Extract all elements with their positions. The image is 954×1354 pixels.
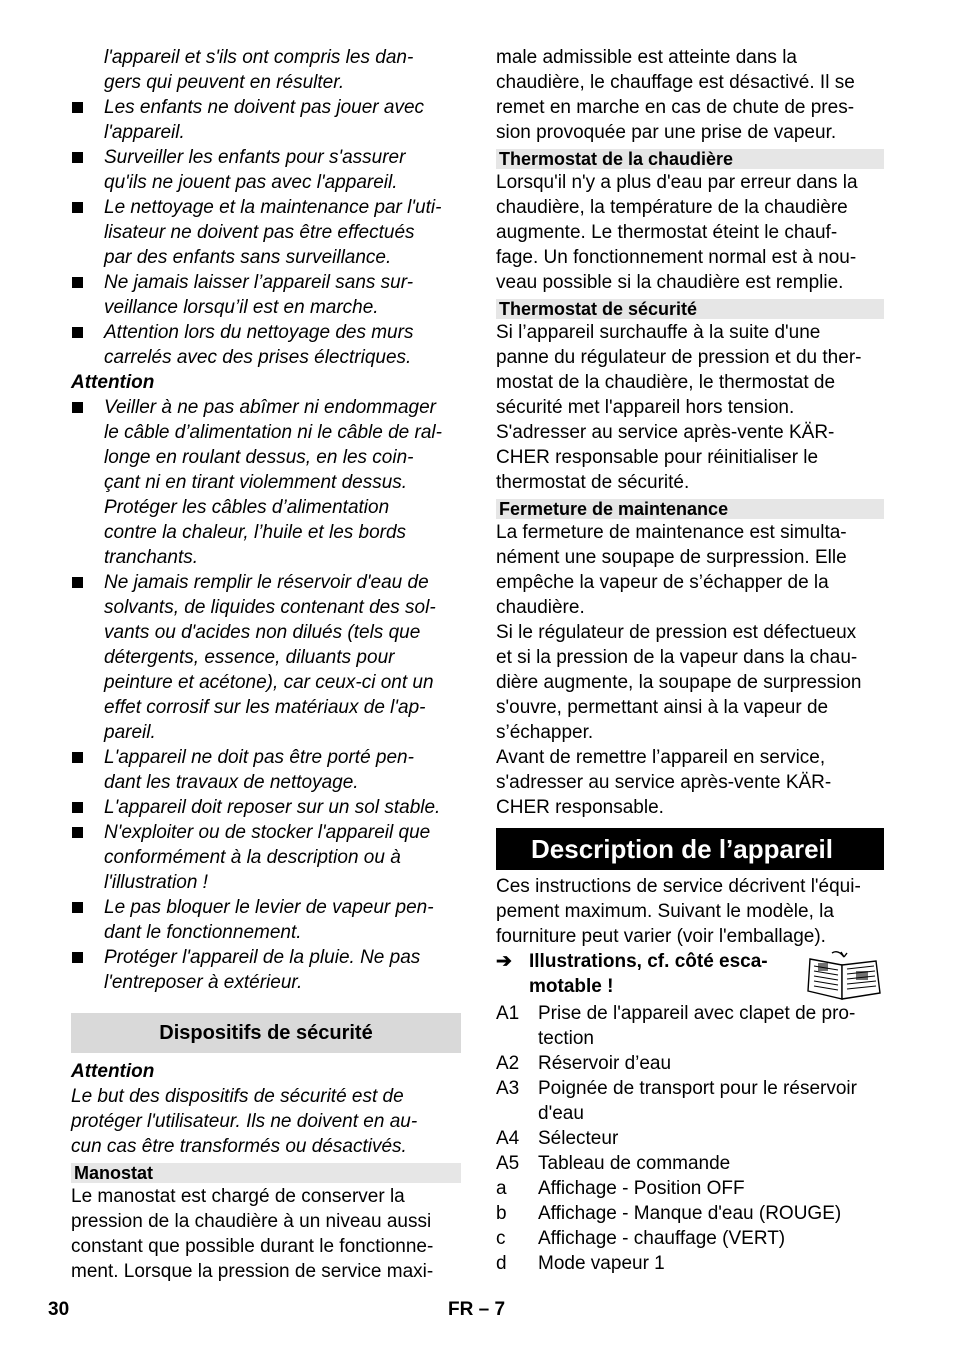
bullet-square-icon	[72, 752, 83, 763]
text-line: dière augmente, la soupape de surpression	[496, 672, 862, 693]
text-line: mostat de la chaudière, le thermostat de	[496, 372, 836, 393]
safety-attention-text	[71, 1084, 461, 1159]
text-line: L'appareil doit reposer sur un sol stable.	[104, 797, 441, 818]
page-reference: FR – 7	[448, 1299, 506, 1320]
text-line: L'appareil ne doit pas être porté pen-	[104, 747, 414, 768]
boiler-thermostat-text	[496, 170, 884, 295]
text-line: s'ouvre, permettant ainsi à la vapeur de	[496, 697, 829, 718]
list-item	[496, 1076, 884, 1126]
bullet-square-icon	[72, 277, 83, 288]
boiler-thermostat-heading: Thermostat de la chaudière	[496, 149, 884, 169]
text-line: gers qui peuvent en résulter.	[104, 72, 345, 93]
text-line: dant le fonctionnement.	[104, 922, 302, 943]
text-line: CHER responsable pour réinitialiser le	[496, 447, 819, 468]
text-line: fage. Un fonctionnement normal est à nou-	[496, 247, 857, 268]
text-line: Protéger l'appareil de la pluie. Ne pas	[104, 947, 421, 968]
bullet-item	[71, 320, 461, 370]
text-line: détergents, essence, diluants pour	[104, 647, 395, 668]
bullet-square-icon	[72, 327, 83, 338]
text-line: tection	[538, 1028, 594, 1049]
bullet-item	[71, 270, 461, 320]
text-line: Protéger les câbles d’alimentation	[104, 497, 390, 518]
bullet-list-general	[71, 45, 461, 370]
text-line: N'exploiter ou de stocker l'appareil que	[104, 822, 431, 843]
text-line: peinture et acétone), car ceux-ci ont un	[104, 672, 434, 693]
bullet-item	[71, 45, 461, 95]
text-line: conformément à la description ou à	[104, 847, 401, 868]
bullet-list-attention	[71, 395, 461, 995]
text-line: l'appareil et s'ils ont compris les dan-	[104, 47, 414, 68]
safety-thermostat-heading: Thermostat de sécurité	[496, 299, 884, 319]
text-line: fourniture peut varier (voir l'emballage).	[496, 926, 826, 947]
arrow-right-icon: ➔	[496, 951, 512, 972]
manostat-text-continued	[496, 45, 884, 145]
text-line: La fermeture de maintenance est simulta-	[496, 522, 847, 543]
text-line: çant ni en tirant violemment dessus.	[104, 472, 408, 493]
text-line: et si la pression de la vapeur dans la chau-	[496, 647, 858, 668]
text-line: effet corrosif sur les matériaux de l'ap-	[104, 697, 426, 718]
text-line: Réservoir d’eau	[538, 1053, 672, 1074]
bullet-item	[71, 820, 461, 895]
text-line: qu'ils ne jouent pas avec l'appareil.	[104, 172, 398, 193]
text-line: Ne jamais remplir le réservoir d'eau de	[104, 572, 429, 593]
bullet-square-icon	[72, 202, 83, 213]
text-line: sécurité met l'appareil hors tension.	[496, 397, 795, 418]
bullet-item	[71, 570, 461, 745]
list-item-key: b	[496, 1203, 507, 1224]
text-line: l'appareil.	[104, 122, 185, 143]
text-line: pareil.	[104, 722, 156, 743]
text-line: motable !	[529, 976, 614, 997]
text-line: d'eau	[538, 1103, 584, 1124]
list-item	[496, 1051, 884, 1076]
text-line: s'adresser au service après-vente KÄR-	[496, 772, 832, 793]
list-item-key: a	[496, 1178, 507, 1199]
text-line: cun cas être transformés ou désactivés.	[71, 1136, 407, 1157]
list-item	[496, 1201, 884, 1226]
text-line: Surveiller les enfants pour s'assurer	[104, 147, 406, 168]
list-item	[496, 1251, 884, 1276]
text-line: Si le régulateur de pression est défectueux	[496, 622, 857, 643]
bullet-square-icon	[72, 577, 83, 588]
text-line: Avant de remettre l’appareil en service,	[496, 747, 826, 768]
bullet-square-icon	[72, 152, 83, 163]
text-line: dant les travaux de nettoyage.	[104, 772, 359, 793]
text-line: Affichage - Position OFF	[538, 1178, 745, 1199]
bullet-item	[71, 95, 461, 145]
bullet-square-icon	[72, 827, 83, 838]
bullet-square-icon	[72, 802, 83, 813]
text-line: Poignée de transport pour le réservoir	[538, 1078, 857, 1099]
text-line: longe en roulant dessus, en les coin-	[104, 447, 414, 468]
text-line: Le pas bloquer le levier de vapeur pen-	[104, 897, 434, 918]
text-line: panne du régulateur de pression et du ther-	[496, 347, 862, 368]
text-line: Le but des dispositifs de sécurité est de	[71, 1086, 404, 1107]
bullet-item	[71, 745, 461, 795]
text-line: Affichage - Manque d'eau (ROUGE)	[538, 1203, 842, 1224]
text-line: veau possible si la chaudière est remplie.	[496, 272, 844, 293]
list-item	[496, 1001, 884, 1051]
text-line: Affichage - chauffage (VERT)	[538, 1228, 786, 1249]
bullet-item	[71, 945, 461, 995]
text-line: Prise de l'appareil avec clapet de pro-	[538, 1003, 856, 1024]
text-line: empêche la vapeur de s’échapper de la	[496, 572, 829, 593]
text-line: Les enfants ne doivent pas jouer avec	[104, 97, 425, 118]
safety-attention-label: Attention	[71, 1061, 155, 1082]
text-line: pement maximum. Suivant le modèle, la	[496, 901, 834, 922]
text-line: constant que possible durant le fonctionne-	[71, 1236, 434, 1257]
manostat-text	[71, 1184, 461, 1284]
text-line: lisateur ne doivent pas être effectués	[104, 222, 415, 243]
book-icon	[804, 949, 884, 1001]
text-line: chaudière, la température de la chaudière	[496, 197, 848, 218]
manostat-heading: Manostat	[71, 1163, 461, 1183]
list-item-key: d	[496, 1253, 507, 1274]
right-column	[496, 45, 884, 1276]
text-line: S'adresser au service après-vente KÄR-	[496, 422, 835, 443]
bullet-item	[71, 795, 461, 820]
text-line: chaudière, le chauffage est désactivé. Il se	[496, 72, 855, 93]
bullet-item	[71, 145, 461, 195]
text-line: s’échapper.	[496, 722, 594, 743]
text-line: solvants, de liquides contenant des sol-	[104, 597, 436, 618]
list-item	[496, 1126, 884, 1151]
text-line: Veiller à ne pas abîmer ni endommager	[104, 397, 436, 418]
bullet-square-icon	[72, 952, 83, 963]
list-item-key: A1	[496, 1003, 520, 1024]
text-line: ment. Lorsque la pression de service maxi-	[71, 1261, 434, 1282]
text-line: contre la chaleur, l’huile et les bords	[104, 522, 407, 543]
text-line: protéger l'utilisateur. Ils ne doivent en au-	[71, 1111, 418, 1132]
page-number: 30	[48, 1299, 70, 1320]
text-line: nément une soupape de surpression. Elle	[496, 547, 847, 568]
text-line: thermostat de sécurité.	[496, 472, 690, 493]
text-line: Attention lors du nettoyage des murs	[104, 322, 414, 343]
text-line: par des enfants sans surveillance.	[104, 247, 392, 268]
list-item-key: c	[496, 1228, 506, 1249]
attention-label: Attention	[71, 372, 155, 393]
text-line: l'illustration !	[104, 872, 208, 893]
text-line: Illustrations, cf. côté esca-	[529, 951, 768, 972]
text-line: chaudière.	[496, 597, 585, 618]
bullet-item	[71, 895, 461, 945]
list-item	[496, 1151, 884, 1176]
section-title: Description de l’appareil	[496, 828, 884, 870]
list-item	[496, 1226, 884, 1251]
text-line: pression de la chaudière à un niveau aussi	[71, 1211, 432, 1232]
list-item	[496, 1176, 884, 1201]
maintenance-closure-heading: Fermeture de maintenance	[496, 499, 884, 519]
safety-devices-heading: Dispositifs de sécurité	[71, 1013, 461, 1053]
text-line: Le nettoyage et la maintenance par l'uti-	[104, 197, 442, 218]
list-item-key: A5	[496, 1153, 520, 1174]
text-line: Ne jamais laisser l’appareil sans sur-	[104, 272, 414, 293]
left-column	[71, 45, 461, 1284]
bullet-item	[71, 195, 461, 270]
text-line: Sélecteur	[538, 1128, 619, 1149]
intro-text	[496, 874, 884, 949]
text-line: veillance lorsqu’il est en marche.	[104, 297, 379, 318]
bullet-square-icon	[72, 902, 83, 913]
list-item-key: A2	[496, 1053, 520, 1074]
text-line: Tableau de commande	[538, 1153, 731, 1174]
text-line: remet en marche en cas de chute de pres-	[496, 97, 855, 118]
component-list	[496, 1001, 884, 1276]
bullet-square-icon	[72, 402, 83, 413]
text-line: sion provoquée par une prise de vapeur.	[496, 122, 837, 143]
maintenance-closure-text	[496, 520, 884, 820]
text-line: l'entreposer à extérieur.	[104, 972, 303, 993]
text-line: Le manostat est chargé de conserver la	[71, 1186, 405, 1207]
bullet-square-icon	[72, 102, 83, 113]
illustration-tip	[496, 949, 884, 999]
text-line: tranchants.	[104, 547, 198, 568]
bullet-item	[71, 395, 461, 570]
text-line: Ces instructions de service décrivent l'équi-	[496, 876, 861, 897]
list-item-key: A3	[496, 1078, 520, 1099]
list-item-key: A4	[496, 1128, 520, 1149]
safety-thermostat-text	[496, 320, 884, 495]
text-line: Lorsqu'il n'y a plus d'eau par erreur dans la	[496, 172, 858, 193]
text-line: augmente. Le thermostat éteint le chauf-	[496, 222, 838, 243]
text-line: Mode vapeur 1	[538, 1253, 665, 1274]
text-line: carrelés avec des prises électriques.	[104, 347, 412, 368]
text-line: Si l’appareil surchauffe à la suite d'une	[496, 322, 821, 343]
text-line: CHER responsable.	[496, 797, 664, 818]
text-line: le câble d’alimentation ni le câble de ral-	[104, 422, 442, 443]
text-line: male admissible est atteinte dans la	[496, 47, 797, 68]
text-line: vants ou d'acides non dilués (tels que	[104, 622, 421, 643]
